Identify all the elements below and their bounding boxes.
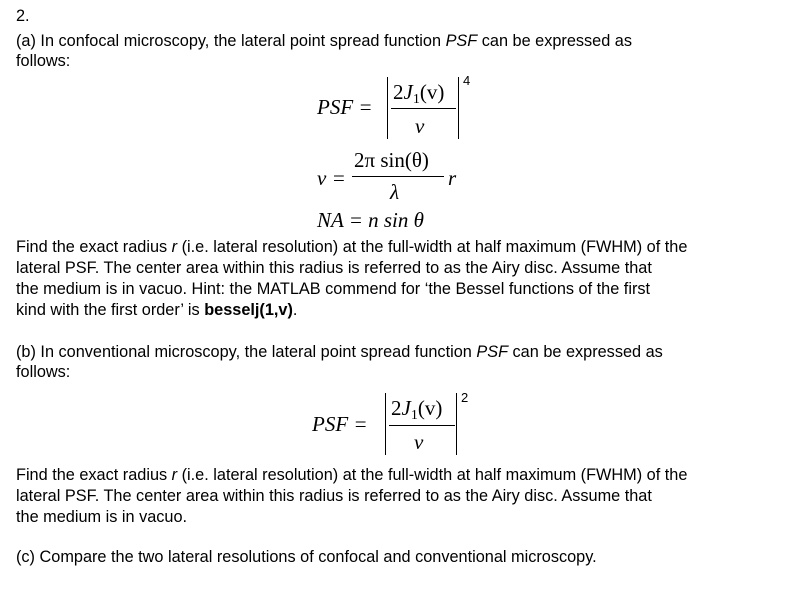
num-two: 2: [393, 80, 404, 104]
matlab-command: besselj(1,v): [204, 301, 293, 319]
confocal-exponent: 4: [463, 73, 471, 88]
v-fraction-bar: [352, 176, 444, 177]
find-b-line1: [16, 465, 687, 485]
find-a-line2: lateral PSF. The center area within this radius is referred to as the Airy disc. Assume that: [16, 259, 652, 277]
conventional-psf-lhs: PSF =: [312, 412, 368, 436]
find-a-r: r: [171, 238, 178, 256]
abs-bar-left: [387, 77, 388, 139]
part-b-intro-line2: follows:: [16, 363, 71, 381]
num-bessel-j-b: J: [401, 396, 411, 420]
find-a-line3: the medium is in vacuo. Hint: the MATLAB commend for ‘the Bessel functions of the first: [16, 280, 651, 298]
abs-bar-right: [458, 77, 459, 139]
num-subscript-b: 1: [410, 408, 418, 423]
find-a-post: (i.e. lateral resolution) at the full-width at half maximum (FWHM) of the: [177, 238, 688, 256]
part-b-intro-pre: (b) In conventional microscopy, the lateral point spread function: [16, 343, 477, 361]
conventional-psf-denominator: v: [414, 430, 424, 454]
v-denominator: λ: [390, 180, 400, 204]
v-lhs: v =: [317, 166, 346, 190]
find-b-pre: Find the exact radius: [16, 466, 172, 484]
fraction-bar: [391, 108, 456, 109]
confocal-psf-denominator: v: [415, 114, 425, 138]
fraction-bar-b: [389, 425, 455, 426]
num-bessel-j: J: [403, 80, 413, 104]
find-b-r: r: [171, 466, 178, 484]
part-c-question: (c) Compare the two lateral resolutions of confocal and conventional microscopy.: [16, 548, 597, 566]
abs-bar-left-b: [385, 393, 386, 455]
find-a-hint-pre: kind with the first order’ is: [16, 301, 205, 319]
abs-bar-right-b: [456, 393, 457, 455]
num-arg-b: (v): [417, 396, 443, 420]
confocal-psf-lhs: PSF =: [317, 95, 373, 119]
part-b-intro-line1: [16, 342, 663, 362]
conventional-exponent: 2: [461, 390, 469, 405]
v-numerator: 2π sin(θ): [354, 148, 429, 172]
conventional-psf-numerator: [391, 396, 442, 424]
num-two-b: 2: [391, 396, 402, 420]
find-b-line2: lateral PSF. The center area within this radius is referred to as the Airy disc. Assume that: [16, 487, 652, 505]
num-arg: (v): [419, 80, 445, 104]
question-number: 2.: [16, 7, 30, 25]
find-b-post: (i.e. lateral resolution) at the full-width at half maximum (FWHM) of the: [177, 466, 688, 484]
num-subscript: 1: [412, 92, 420, 107]
confocal-psf-numerator: [393, 80, 444, 108]
part-a-intro-line1: [16, 31, 632, 51]
na-equation: NA = n sin θ: [317, 208, 424, 232]
find-b-line3: the medium is in vacuo.: [16, 508, 188, 526]
part-a-intro-line2: follows:: [16, 52, 71, 70]
find-a-pre: Find the exact radius: [16, 238, 172, 256]
part-b-intro-psf: PSF: [476, 343, 509, 361]
part-b-intro-post: can be expressed as: [508, 343, 663, 361]
part-a-intro-pre: (a) In confocal microscopy, the lateral point spread function: [16, 32, 446, 50]
v-radius: r: [448, 166, 457, 190]
find-a-hint-post: .: [292, 301, 298, 319]
part-a-intro-psf: PSF: [445, 32, 478, 50]
find-a-line4: [16, 300, 297, 320]
part-a-intro-post: can be expressed as: [477, 32, 633, 50]
find-a-line1: [16, 237, 687, 257]
